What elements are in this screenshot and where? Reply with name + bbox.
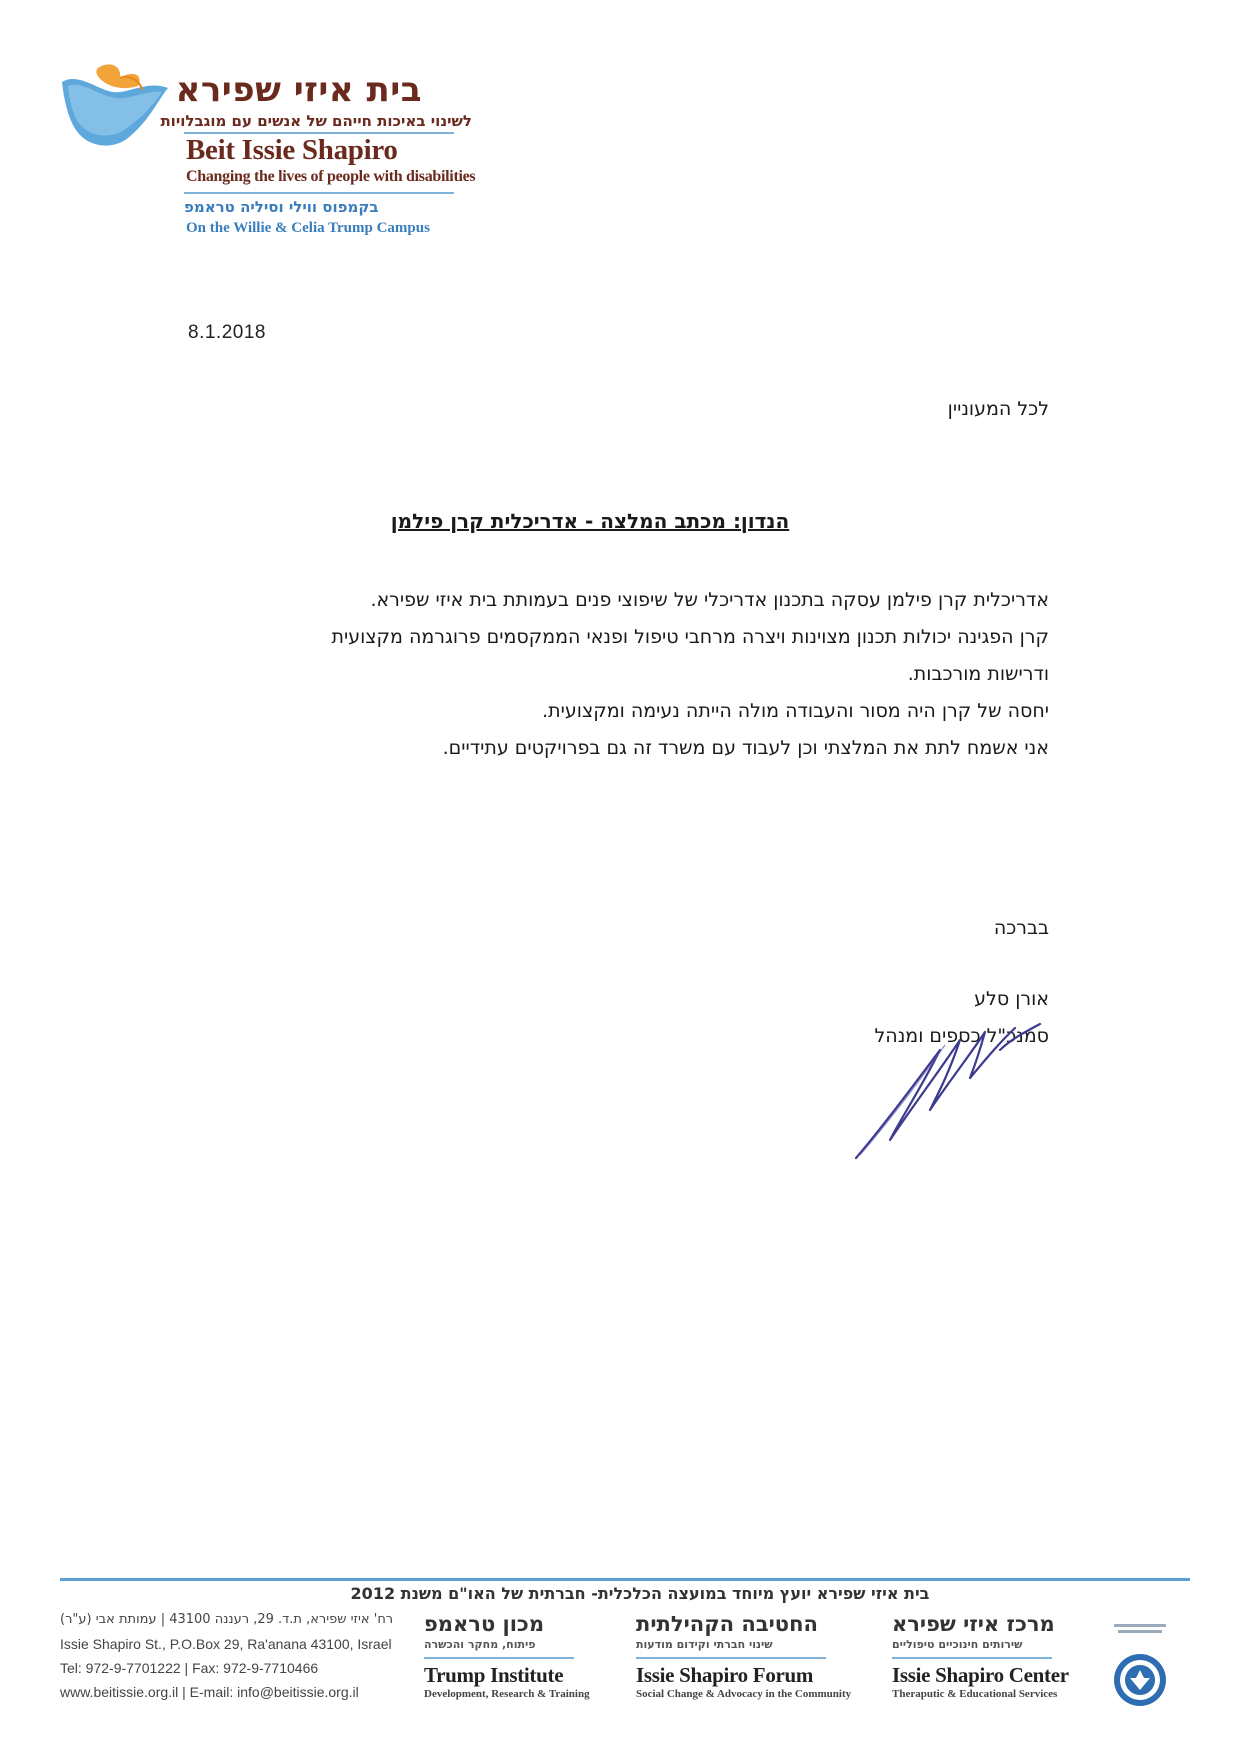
letter-subject: הנדון: מכתב המלצה - אדריכלית קרן פילמן <box>390 509 790 533</box>
footer-unit-trump-institute <box>424 1612 634 1700</box>
campus-hebrew: בקמפוס ווילי וסיליה טראמפ <box>184 198 379 216</box>
unit-name-english: Issie Shapiro Center <box>892 1663 1069 1687</box>
body-paragraph: אני אשמח לתת את המלצתי וכן לעבוד עם משרד זה גם בפרויקטים עתידיים. <box>442 737 1049 759</box>
unit-subtitle-hebrew: שינוי חברתי וקידום מודעות <box>636 1638 773 1651</box>
unit-name-hebrew: מכון טראמפ <box>424 1612 545 1636</box>
unit-divider <box>892 1657 1052 1659</box>
footer-address <box>60 1608 400 1704</box>
unit-name-hebrew: מרכז איזי שפירא <box>892 1612 1055 1636</box>
unit-name-hebrew: החטיבה הקהילתית <box>636 1612 818 1636</box>
org-name-hebrew: בית איזי שפירא <box>175 70 422 110</box>
letter-closing: בברכה <box>993 917 1049 939</box>
unit-name-english: Trump Institute <box>424 1663 564 1687</box>
footer-divider <box>60 1578 1190 1581</box>
unit-divider <box>636 1657 826 1659</box>
letter-body <box>229 582 1049 767</box>
letter-date: 8.1.2018 <box>188 322 266 343</box>
footer-unit-forum <box>636 1612 886 1700</box>
footer-unit-center <box>892 1612 1102 1700</box>
signer-title: סמנכ"ל כספים ומנהל <box>874 1025 1049 1047</box>
logo-divider <box>184 192 454 194</box>
handwritten-signature <box>850 1010 1050 1165</box>
org-tagline-english: Changing the lives of people with disabilities <box>186 168 476 185</box>
unit-subtitle-english: Social Change & Advocacy in the Community <box>636 1688 852 1700</box>
address-english: Issie Shapiro St., P.O.Box 29, Ra'anana 43100, Israel <box>60 1636 392 1652</box>
unit-name-english: Issie Shapiro Forum <box>636 1663 814 1687</box>
address-phone: Tel: 972-9-7701222 | Fax: 972-9-7710466 <box>60 1660 319 1676</box>
un-consultative-emblem-icon <box>1108 1620 1172 1710</box>
bird-logo-icon <box>58 60 178 160</box>
signer-name: אורן סלע <box>974 988 1049 1010</box>
unit-divider <box>424 1657 574 1659</box>
org-tagline-hebrew: לשינוי באיכות חייהם של אנשים עם מוגבלויות <box>160 112 472 130</box>
unit-subtitle-hebrew: שירותים חינוכיים טיפוליים <box>892 1638 1023 1651</box>
address-hebrew: רח' איזי שפירא, ת.ד. 29, רעננה 43100 | עמותת אבי (ע"ר) <box>60 1612 394 1627</box>
footer-banner: בית איזי שפירא יועץ מיוחד במועצה הכלכלית- חברתית של האו"ם משנת 2012 <box>350 1584 930 1603</box>
campus-english: On the Willie & Celia Trump Campus <box>186 220 430 236</box>
body-paragraph: קרן הפגינה יכולות תכנון מצוינות ויצרה מרחבי טיפול ופנאי הממקסמים פרוגרמה מקצועית <box>331 626 1049 648</box>
unit-subtitle-hebrew: פיתוח, מחקר והכשרה <box>424 1638 536 1651</box>
org-name-english: Beit Issie Shapiro <box>186 134 398 166</box>
address-web: www.beitissie.org.il | E-mail: info@beitissie.org.il <box>60 1684 359 1700</box>
unit-subtitle-english: Theraputic & Educational Services <box>892 1688 1058 1700</box>
body-paragraph: יחסה של קרן היה מסור והעבודה מולה הייתה נעימה ומקצועית. <box>542 700 1049 722</box>
letter-salutation: לכל המעוניין <box>947 398 1049 420</box>
body-paragraph: אדריכלית קרן פילמן עסקה בתכנון אדריכלי של שיפוצי פנים בעמותת בית איזי שפירא. <box>370 589 1049 611</box>
unit-subtitle-english: Development, Research & Training <box>424 1688 590 1700</box>
body-paragraph: ודרישות מורכבות. <box>907 663 1049 685</box>
